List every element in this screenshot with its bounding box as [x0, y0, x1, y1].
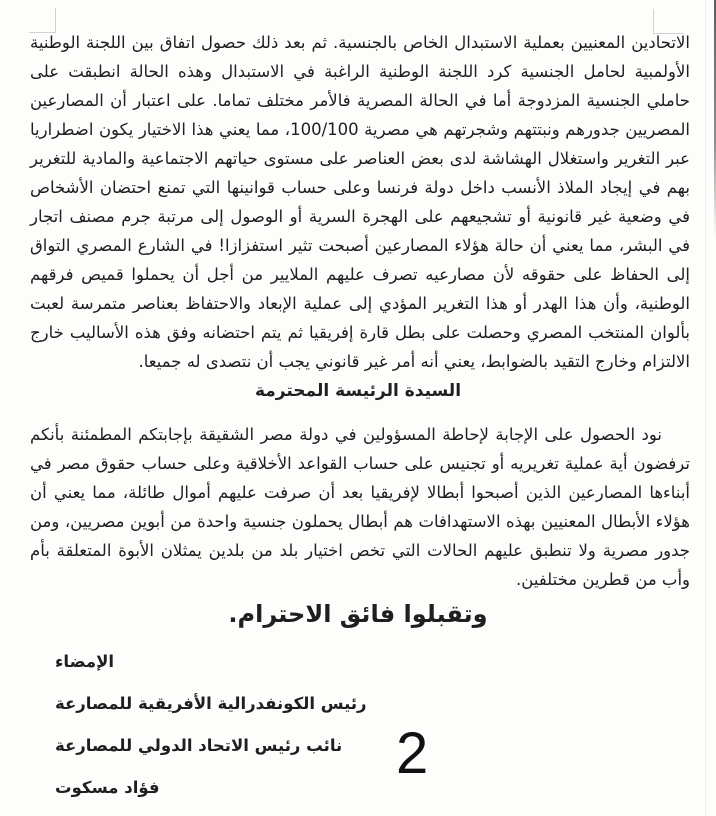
signature-block: [55, 652, 367, 816]
letter-paragraph-2: نود الحصول على الإجابة لإحاطة المسؤولين في دولة مصر الشقيقة بإجابتكم المطمئنة بأنكم ترفضون أية عملية تغريريه أو تجنيس على حساب القواعد الأخلاقية وعلى حساب حقوق مصر في أبناءها المصارعين الذين أصبحوا أبطالا لإفريقيا بعد أن صرفت عليهم أموال طائلة، مما يعني أن هؤلاء الأبطال المعنيين بهذه الاستهدافات هم أبطال يحملون جنسية واحدة من أبوين مصريين، ومن جدور مصرية ولا تنطبق عليهم الحالات التي تخص اختيار بلد من بلدين يمثلان الأبوة المتعلقة بأم وأب من قطرين مختلفين.: [30, 425, 690, 589]
signature-label: الإمضاء: [55, 652, 115, 671]
page-number: 2: [396, 721, 429, 786]
signatory-title-african-confederation: رئيس الكونفدرالية الأفريقية للمصارعة: [55, 694, 367, 713]
closing-salutation: وتقبلوا فائق الاحترام.: [228, 600, 488, 628]
letter-paragraph-1: الاتحادين المعنيين بعملية الاستبدال الخاص بالجنسية. ثم بعد ذلك حصول اتفاق بين اللجنة الوطنية الأولمبية لحامل الجنسية كرد اللجنة الوطنية الراغبة في الاستبدال وهذه الحالة انطبقت على حاملي الجنسية المزدوجة أما في الحالة المصرية فالأمر مختلف تماما. على اعتبار أن المصارعين المصريين جدورهم ونبتتهم وشجرتهم هي مصرية 100/100، مما يعني هذا الاختيار يكون اضطراريا عبر التغرير واستغلال الهشاشة لدى بعض العناصر على مستوى حياتهم الاجتماعية والمادية للتغرير بهم في إيجاد الملاذ الأنسب داخل دولة فرنسا وعلى حساب قوانينها التي تمنع احتضان الأشخاص في وضعية غير قانونية أو تشجيعهم على الهجرة السرية أو الوصول إلى مرتبة جرم مصنف اتجار في البشر، مما يعني أن حالة هؤلاء المصارعين أصبحت تثير استفزازا! في الشارع المصري التواق إلى الحفاظ على حقوقه لأن مصارعيه تصرف عليهم الملايير من أجل أن يحملوا قميص فرقهم الوطنية، وأن هذا الهدر أو هذا التغرير المؤدي إلى عملية الإبعاد والاحتفاظ بعناصر متمرسة لعبت بألوان المنتخب المصري وحصلت على بطل قارة إفريقيا ثم يتم احتضانه وفق هذه الأساليب خارج الالتزام وخارج التقيد بالضوابط، يعني أنه أمر غير قانوني يجب أن نتصدى له جميعا.: [30, 33, 690, 371]
addressee-heading: السيدة الرئيسة المحترمة: [254, 381, 462, 401]
signatory-name: فؤاد مسكوت: [55, 778, 160, 797]
page-edge-line: [705, 0, 706, 816]
signatory-title-international-federation: نائب رئيس الاتحاد الدولي للمصارعة: [55, 736, 343, 755]
